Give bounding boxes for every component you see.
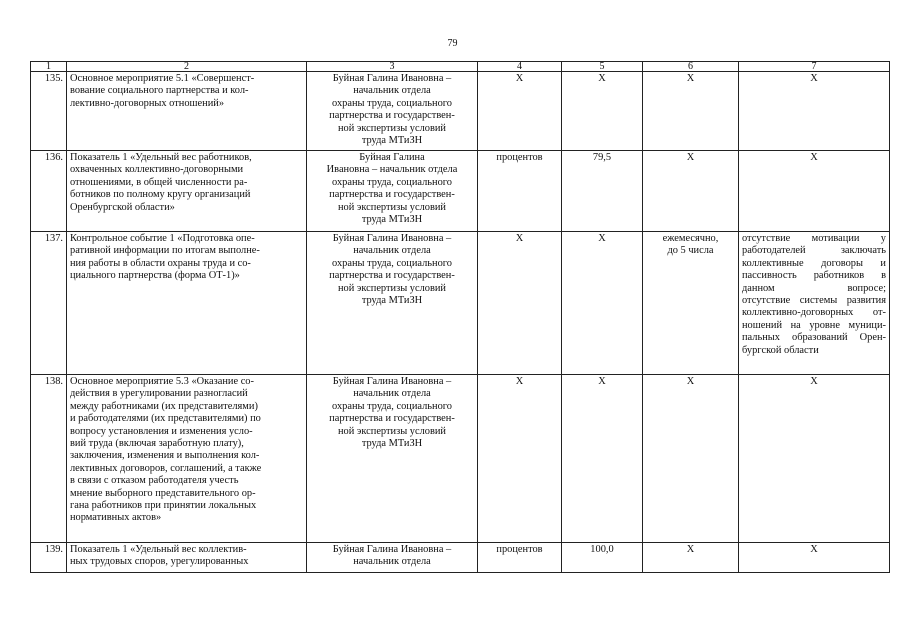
name-line: Оренбургской области» [70,201,175,213]
page-number: 79 [447,38,458,49]
table-row [31,375,890,543]
column-number: 7 [739,62,890,72]
row-number: 138. [31,375,67,543]
name-line: мнение выборного представительного ор- [70,487,256,499]
risks-line: отсутствие системы развития [742,295,886,307]
row-deadline [643,232,739,375]
name-line: лективных договоров, соглашений, а также [70,462,262,474]
name-line: охваченных коллективно-договорными [70,164,244,176]
row-name [67,151,307,232]
column-number: 3 [307,62,478,72]
name-line: ния работы в области охраны труда и со- [70,257,251,269]
name-line: лективно-договорных отношений» [70,97,225,109]
responsible-line: труда МТиЗН [361,135,423,147]
name-line: действия в урегулировании разногласий [70,388,248,400]
responsible-line: начальник отдела [353,85,431,97]
responsible-line: Буйная Галина Ивановна – [332,544,452,555]
risks-line: Х [810,152,818,163]
column-number: 2 [67,62,307,72]
row-responsible [307,232,478,375]
row-deadline [643,151,739,232]
name-line: вий труда (включая заработную плату), [70,438,244,450]
row-responsible [307,543,478,573]
name-line: нормативных актов» [70,512,162,524]
name-line: циального партнерства (форма ОТ-1)» [70,270,240,282]
row-unit: Х [478,375,562,543]
name-line: заключения, изменения и выполнения кол- [70,450,260,462]
column-number-row [31,62,890,72]
responsible-line: партнерства и государствен- [329,413,455,425]
deadline-line: Х [686,73,695,84]
responsible-line: охраны труда, социального [332,176,452,188]
name-line: Основное мероприятие 5.3 «Оказание со- [70,376,254,387]
column-number: 5 [562,62,643,72]
row-name [67,72,307,151]
name-line: Показатель 1 «Удельный вес коллектив- [70,544,247,555]
deadline-line: Х [686,544,695,555]
responsible-line: начальник отдела [353,245,431,257]
responsible-line: начальник отдела [353,388,431,400]
responsible-line: Буйная Галина Ивановна – [332,376,452,387]
name-line: Основное мероприятие 5.1 «Совершенст- [70,73,255,84]
deadline-line: ежемесячно, [662,233,719,244]
table-row [31,72,890,151]
row-name [67,232,307,375]
plan-table [30,61,890,573]
row-responsible [307,72,478,151]
risks-line: Х [810,544,818,555]
table-row [31,543,890,573]
risks-line: Х [810,376,818,387]
responsible-line: охраны труда, социального [332,97,452,109]
row-value: 100,0 [562,543,643,573]
column-number: 4 [478,62,562,72]
row-unit: процентов [478,543,562,573]
risks-line: коллективные договоры и [742,257,886,269]
name-line: Показатель 1 «Удельный вес работников, [70,152,252,163]
row-risks [739,232,890,375]
row-number: 136. [31,151,67,232]
responsible-line: ной экспертизы условий [337,282,446,294]
table-row [31,151,890,232]
risks-line: пассивность работников в [742,270,886,282]
responsible-line: Буйная Галина Ивановна – [332,73,452,84]
risks-line: работодателей заключать [742,245,886,257]
responsible-line: партнерства и государствен- [329,270,455,282]
row-responsible [307,375,478,543]
name-line: ративной информации по итогам выполне- [70,245,260,257]
row-unit: Х [478,72,562,151]
name-line: гана работников при принятии локальных [70,500,257,512]
deadline-line: до 5 числа [667,245,714,257]
responsible-line: охраны труда, социального [332,257,452,269]
risks-line: пальных образований Орен- [742,332,886,344]
row-responsible [307,151,478,232]
responsible-line: труда МТиЗН [361,214,423,226]
responsible-line: партнерства и государствен- [329,189,455,201]
responsible-line: Буйная Галина [359,152,425,163]
responsible-line: труда МТиЗН [361,295,423,307]
row-deadline [643,72,739,151]
row-name [67,375,307,543]
row-number: 137. [31,232,67,375]
name-line: и работодателями (их представителями) по [70,413,261,425]
row-value: Х [562,72,643,151]
responsible-line: ной экспертизы условий [337,425,446,437]
row-risks [739,151,890,232]
row-risks [739,72,890,151]
row-number: 135. [31,72,67,151]
responsible-line: ной экспертизы условий [337,201,446,213]
responsible-line: Буйная Галина Ивановна – [332,233,452,244]
responsible-line: охраны труда, социального [332,400,452,412]
risks-line: данном вопросе; [742,282,886,294]
responsible-line: труда МТиЗН [361,438,423,450]
row-value: Х [562,232,643,375]
name-line: Контрольное событие 1 «Подготовка опе- [70,233,255,244]
responsible-line: ной экспертизы условий [337,122,446,134]
risks-line: ношений на уровне муници- [742,319,886,331]
name-line: в связи с отказом работодателя учесть [70,475,239,487]
row-unit: Х [478,232,562,375]
row-value: Х [562,375,643,543]
row-value: 79,5 [562,151,643,232]
name-line: вопросу установления и изменения усло- [70,425,253,437]
name-line: вование социального партнерства и кол- [70,85,249,97]
risks-line: бургской области [742,344,819,356]
row-deadline [643,543,739,573]
responsible-line: партнерства и государствен- [329,110,455,122]
risks-line: отсутствие мотивации у [742,233,886,244]
row-unit: процентов [478,151,562,232]
responsible-line: Ивановна – начальник отдела [326,164,458,176]
row-deadline [643,375,739,543]
name-line: между работниками (их представителями) [70,400,258,412]
risks-line: Х [810,73,818,84]
responsible-line: начальник отдела [353,556,431,568]
row-name [67,543,307,573]
row-risks [739,543,890,573]
name-line: ботников по полному кругу организаций [70,189,251,201]
column-number: 1 [31,62,67,72]
deadline-line: Х [686,376,695,387]
column-number: 6 [643,62,739,72]
deadline-line: Х [686,152,695,163]
risks-line: коллективно-договорных от- [742,307,886,319]
row-number: 139. [31,543,67,573]
row-risks [739,375,890,543]
name-line: ных трудовых споров, урегулированных [70,556,249,568]
table-row [31,232,890,375]
name-line: отношениями, в общей численности ра- [70,176,248,188]
